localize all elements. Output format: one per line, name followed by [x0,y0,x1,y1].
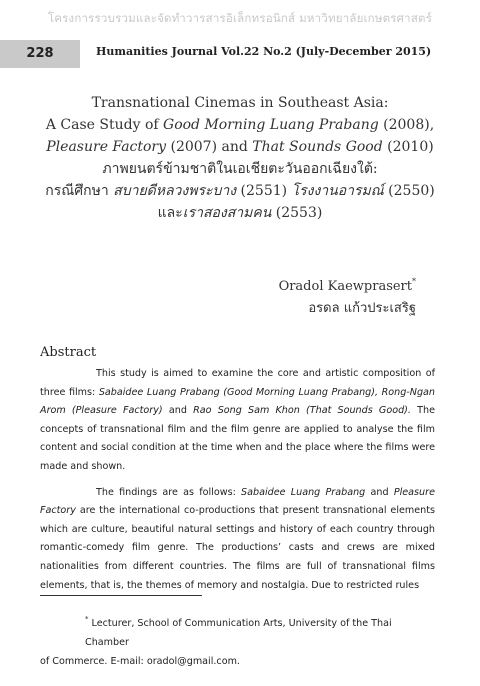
title-line-2 [0,114,480,136]
film-title: Rao Song Sam Khon (That Sounds Good). [193,405,411,417]
footnote-divider [40,595,202,596]
footnote-mark: * [85,615,89,623]
title-text: (2551) [236,183,292,199]
author-name: Oradol Kaewprasert [278,279,412,294]
abstract-paragraph-2 [40,484,435,596]
title-text: (2007) and [166,139,253,155]
title-text: (2550) [383,183,435,199]
title-text: (2553) [271,205,323,221]
page-number-tab [0,40,80,68]
footnote-text: Lecturer, School of Communication Arts, University of the Thai Chamber [85,618,392,648]
page-number: 228 [26,46,54,61]
body-text: and [162,405,194,417]
body-text: The concepts of transnational film and the film genre are applied to analyse the film content and social condition at the time when and the place where the films were made and shown. [40,405,435,472]
film-title: โรงงานอารมณ์ [291,183,384,199]
title-text: A Case Study of [45,117,164,133]
film-title: Sabaidee Luang Prabang (Good Morning Luang Prabang), Rong-Ngan Arom (Pleasure Factory) [40,386,435,417]
footnote-line-2: of Commerce. E-mail: oradol@gmail.com. [40,656,240,667]
author-block [279,271,416,320]
abstract-paragraph-1 [40,365,435,477]
film-title: เราสองสามคน [182,205,272,221]
film-title: สบายดีหลวงพระบาง [113,183,237,199]
title-text: และ [157,205,183,221]
title-line-5-thai [0,180,480,202]
author-footnote-mark: * [412,277,416,286]
title-text: (2008), [378,117,435,133]
abstract-body [40,365,435,602]
article-title [0,92,480,224]
body-text: This study is aimed to examine the core and artistic composition of three films: [40,368,435,398]
title-text: (2010) [382,139,434,155]
watermark-text: โครงการรวบรวมและจัดทำวารสารอิเล็กทรอนิกส์ มหาวิทยาลัยเกษตรศาสตร์ [47,11,433,25]
film-title: Pleasure Factory [40,486,435,517]
title-line-3 [0,136,480,158]
footnote-line-1 [40,610,435,652]
author-name-th: อรดล แก้วประเสริฐ [308,301,416,316]
film-title: Sabaidee Luang Prabang [241,486,366,498]
body-text: are the international co-productions that present transnational elements which are culture, beautiful natural settings and history of each country through romantic-comedy film genre. The productions’ casts and crews are mixed nationalities from different countries. The films are full of transnational films elements, that is, the themes of memory and nostalgia. Due to restricted rules [40,505,435,591]
body-text: and [365,486,394,498]
title-text: กรณีศึกษา [45,183,114,199]
film-title: That Sounds Good [252,139,383,155]
author-name-en [279,271,416,298]
abstract-heading: Abstract [40,345,97,360]
film-title: Pleasure Factory [46,139,167,155]
title-line-1: Transnational Cinemas in Southeast Asia: [91,95,389,111]
title-line-4-thai: ภาพยนตร์ข้ามชาติในเอเชียตะวันออกเฉียงใต้: [102,161,378,177]
footnote [40,610,435,671]
title-line-6-thai [0,202,480,224]
body-text: The findings are as follows: [96,486,242,498]
film-title: Good Morning Luang Prabang [163,117,379,133]
running-head: Humanities Journal Vol.22 No.2 (July-December 2015) [96,45,432,58]
